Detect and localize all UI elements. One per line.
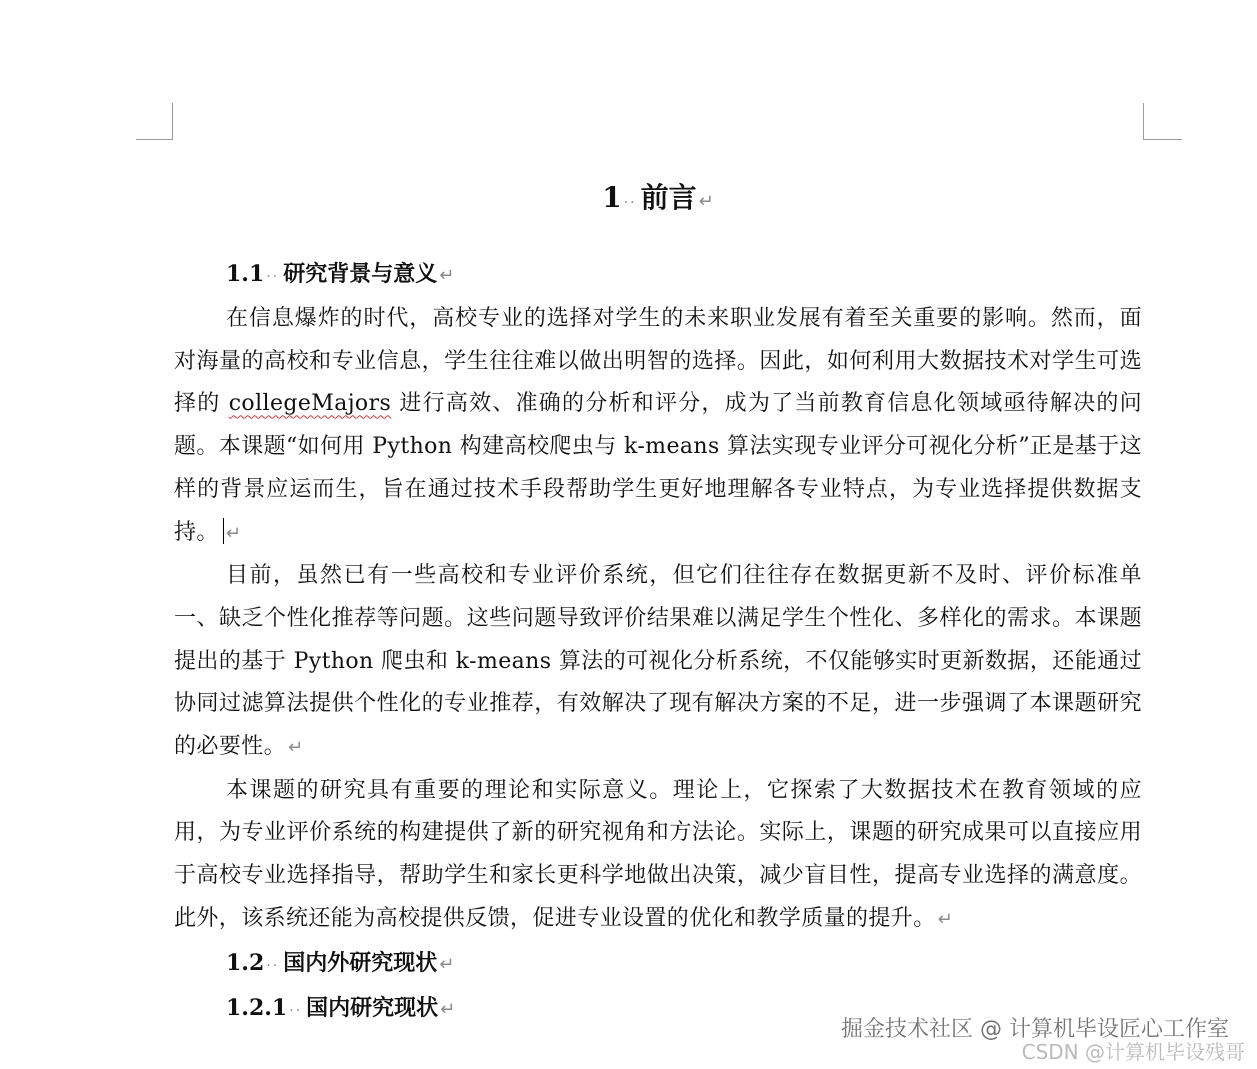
paragraph-mark-icon: ↵	[439, 953, 455, 975]
heading-space-marks: ··	[266, 957, 280, 974]
chapter-number: 1	[602, 181, 622, 214]
paragraph-mark-icon: ↵	[225, 522, 242, 544]
paragraph-current-status[interactable]	[174, 555, 1142, 770]
paragraph-text: 本课题的研究具有重要的理论和实际意义。理论上，它探索了大数据技术在教育领域的应用，为专业评价系统的构建提供了新的研究视角和方法论。实际上，课题的研究成果可以直接应用于高校专业选择指导，帮助学生和家长更科学地做出决策，减少盲目性，提高专业选择的满意度。此外，该系统还能为高校提供反馈，促进专业设置的优化和教学质量的提升。	[174, 777, 1142, 931]
csdn-watermark: CSDN @计算机毕设残哥	[1021, 1040, 1245, 1064]
paragraph-text: 目前，虽然已有一些高校和专业评价系统，但它们往往存在数据更新不及时、评价标准单一、缺乏个性化推荐等问题。这些问题导致评价结果难以满足学生个性化、多样化的需求。本课题提出的基于 Python 爬虫和 k-means 算法的可视化分析系统，不仅能够实时更新数据，还能通过协同过滤算法提供个性化的专业推荐，有效解决了现有解决方案的不足，进一步强调了本课题研究的必要性。	[174, 563, 1142, 760]
paragraph-mark-icon: ↵	[440, 998, 456, 1020]
top-left-crop-mark	[136, 103, 173, 140]
chapter-title: 前言	[640, 181, 697, 214]
chapter-heading[interactable]	[174, 172, 1142, 229]
paragraph-mark-icon: ↵	[937, 908, 954, 930]
document-body[interactable]	[174, 172, 1142, 1032]
paragraph-mark-icon: ↵	[698, 191, 714, 212]
heading-space-marks: ··	[289, 1002, 303, 1019]
paragraph-mark-icon: ↵	[288, 737, 304, 759]
section-number: 1.2	[226, 949, 265, 976]
paragraph-background[interactable]	[174, 298, 1142, 555]
section-number: 1.2.1	[226, 994, 288, 1021]
paragraph-significance[interactable]	[174, 770, 1142, 942]
heading-space-marks: ··	[623, 195, 637, 211]
paragraph-text-before: 在信息爆炸的时代，高校专业的选择对学生的未来职业发展有着至关重要的影响。然而，面对海量的高校和专业信息，学生往往难以做出明智的选择。因此，如何利用大数据技术对学生可选择的	[174, 306, 1142, 417]
top-right-crop-mark	[1143, 103, 1182, 140]
paragraph-text-after: 进行高效、准确的分析和评分，成为了当前教育信息化领域亟待解决的问题。本课题“如何用 Python 构建高校爬虫与 k-means 算法实现专业评分可视化分析”正是基于这样的背景应运而生，旨在通过技术手段帮助学生更好地理解各专业特点，为专业选择提供数据支持。	[174, 391, 1142, 545]
section-heading-1-2[interactable]	[174, 942, 1142, 987]
text-cursor	[223, 518, 224, 544]
heading-space-marks: ··	[266, 269, 280, 285]
section-title: 研究背景与意义	[283, 261, 438, 287]
section-heading-1-1[interactable]	[174, 253, 1142, 298]
paragraph-mark-icon: ↵	[439, 265, 455, 286]
spellcheck-flagged-word[interactable]: collegeMajors	[228, 391, 392, 417]
section-number: 1.1	[226, 261, 265, 287]
juejin-watermark: 掘金技术社区 @ 计算机毕设匠心工作室	[841, 1017, 1229, 1042]
section-title: 国内外研究现状	[283, 949, 438, 976]
section-title: 国内研究现状	[306, 994, 439, 1021]
